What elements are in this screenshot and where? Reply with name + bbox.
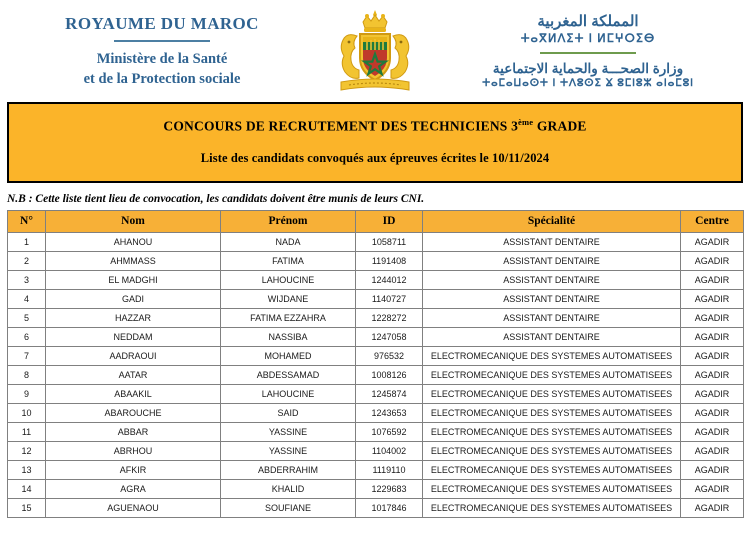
cell-nom: NEDDAM bbox=[46, 327, 221, 346]
cell-specialite: ELECTROMECANIQUE DES SYSTEMES AUTOMATISEES bbox=[423, 422, 681, 441]
cell-specialite: ELECTROMECANIQUE DES SYSTEMES AUTOMATISEES bbox=[423, 384, 681, 403]
column-header-centre: Centre bbox=[681, 210, 744, 232]
cell-nom: AHANOU bbox=[46, 232, 221, 251]
cell-nom: AADRAOUI bbox=[46, 346, 221, 365]
cell-numero: 9 bbox=[8, 384, 46, 403]
cell-centre: AGADIR bbox=[681, 498, 744, 517]
cell-centre: AGADIR bbox=[681, 327, 744, 346]
cell-id: 1017846 bbox=[356, 498, 423, 517]
cell-id: 1247058 bbox=[356, 327, 423, 346]
table-row bbox=[8, 384, 744, 403]
kingdom-name-ar: المملكة المغربية bbox=[537, 13, 639, 31]
cell-specialite: ASSISTANT DENTAIRE bbox=[423, 308, 681, 327]
cell-nom: HAZZAR bbox=[46, 308, 221, 327]
cell-specialite: ASSISTANT DENTAIRE bbox=[423, 270, 681, 289]
cell-prenom: LAHOUCINE bbox=[221, 384, 356, 403]
cell-nom: AFKIR bbox=[46, 460, 221, 479]
cell-nom: AGUENAOU bbox=[46, 498, 221, 517]
table-row bbox=[8, 460, 744, 479]
cell-centre: AGADIR bbox=[681, 460, 744, 479]
title-banner bbox=[7, 102, 743, 183]
candidates-table bbox=[7, 210, 744, 518]
cell-centre: AGADIR bbox=[681, 441, 744, 460]
table-row bbox=[8, 403, 744, 422]
cell-id: 1245874 bbox=[356, 384, 423, 403]
cell-nom: AGRA bbox=[46, 479, 221, 498]
table-row bbox=[8, 498, 744, 517]
cell-prenom: MOHAMED bbox=[221, 346, 356, 365]
cell-prenom: YASSINE bbox=[221, 422, 356, 441]
cell-numero: 4 bbox=[8, 289, 46, 308]
cell-centre: AGADIR bbox=[681, 270, 744, 289]
ministry-name-tifinagh: ⵜⴰⵎⴰⵡⴰⵙⵜ ⵏ ⵜⴷⵓⵙⵉ ⴴ ⵓⵎⵏⵓⵣ ⴰⵏⴰⵎⵓⵏ bbox=[482, 77, 694, 90]
cell-centre: AGADIR bbox=[681, 251, 744, 270]
table-row bbox=[8, 479, 744, 498]
cell-specialite: ELECTROMECANIQUE DES SYSTEMES AUTOMATISEES bbox=[423, 365, 681, 384]
cell-centre: AGADIR bbox=[681, 232, 744, 251]
cell-id: 976532 bbox=[356, 346, 423, 365]
column-header-prenom: Prénom bbox=[221, 210, 356, 232]
cell-nom: ABAAKIL bbox=[46, 384, 221, 403]
header-arabic-block bbox=[448, 13, 728, 91]
table-row bbox=[8, 441, 744, 460]
cell-nom: ABRHOU bbox=[46, 441, 221, 460]
table-row bbox=[8, 232, 744, 251]
cell-specialite: ASSISTANT DENTAIRE bbox=[423, 232, 681, 251]
cell-specialite: ELECTROMECANIQUE DES SYSTEMES AUTOMATISEES bbox=[423, 460, 681, 479]
cell-prenom: KHALID bbox=[221, 479, 356, 498]
cell-nom: AHMMASS bbox=[46, 251, 221, 270]
cell-specialite: ASSISTANT DENTAIRE bbox=[423, 289, 681, 308]
header-french-block bbox=[22, 15, 302, 90]
cell-prenom: SAID bbox=[221, 403, 356, 422]
cell-prenom: YASSINE bbox=[221, 441, 356, 460]
cell-nom: EL MADGHI bbox=[46, 270, 221, 289]
cell-prenom: NADA bbox=[221, 232, 356, 251]
cell-numero: 12 bbox=[8, 441, 46, 460]
cell-nom: GADI bbox=[46, 289, 221, 308]
cell-id: 1140727 bbox=[356, 289, 423, 308]
cell-id: 1076592 bbox=[356, 422, 423, 441]
cell-specialite: ELECTROMECANIQUE DES SYSTEMES AUTOMATISEES bbox=[423, 479, 681, 498]
cell-prenom: WIJDANE bbox=[221, 289, 356, 308]
column-header-nom: Nom bbox=[46, 210, 221, 232]
cell-specialite: ELECTROMECANIQUE DES SYSTEMES AUTOMATISEES bbox=[423, 441, 681, 460]
header-divider-blue bbox=[114, 40, 210, 42]
cell-specialite: ELECTROMECANIQUE DES SYSTEMES AUTOMATISEES bbox=[423, 403, 681, 422]
banner-title bbox=[19, 117, 731, 135]
cell-prenom: SOUFIANE bbox=[221, 498, 356, 517]
cell-specialite: ASSISTANT DENTAIRE bbox=[423, 251, 681, 270]
banner-title-tail: GRADE bbox=[533, 118, 587, 134]
cell-nom: AATAR bbox=[46, 365, 221, 384]
cell-specialite: ELECTROMECANIQUE DES SYSTEMES AUTOMATISEES bbox=[423, 346, 681, 365]
cell-id: 1244012 bbox=[356, 270, 423, 289]
cell-id: 1243653 bbox=[356, 403, 423, 422]
cell-numero: 1 bbox=[8, 232, 46, 251]
ministry-name-fr-line1: Ministère de la Santé bbox=[96, 51, 228, 68]
cell-id: 1191408 bbox=[356, 251, 423, 270]
cell-prenom: NASSIBA bbox=[221, 327, 356, 346]
cell-centre: AGADIR bbox=[681, 403, 744, 422]
header-divider-green bbox=[540, 52, 636, 54]
table-row bbox=[8, 422, 744, 441]
cell-specialite: ELECTROMECANIQUE DES SYSTEMES AUTOMATISEES bbox=[423, 498, 681, 517]
table-row bbox=[8, 251, 744, 270]
cell-id: 1229683 bbox=[356, 479, 423, 498]
cell-id: 1058711 bbox=[356, 232, 423, 251]
cell-numero: 6 bbox=[8, 327, 46, 346]
banner-title-main: CONCOURS DE RECRUTEMENT DES TECHNICIENS 3 bbox=[163, 118, 519, 134]
cell-prenom: ABDERRAHIM bbox=[221, 460, 356, 479]
cell-specialite: ASSISTANT DENTAIRE bbox=[423, 327, 681, 346]
cell-centre: AGADIR bbox=[681, 384, 744, 403]
banner-subtitle: Liste des candidats convoqués aux épreuves écrites le 10/11/2024 bbox=[200, 150, 550, 165]
cell-numero: 3 bbox=[8, 270, 46, 289]
cell-numero: 7 bbox=[8, 346, 46, 365]
banner-title-superscript: ème bbox=[518, 117, 534, 127]
column-header-numero: N° bbox=[8, 210, 46, 232]
table-row bbox=[8, 289, 744, 308]
cell-nom: ABAROUCHE bbox=[46, 403, 221, 422]
cell-numero: 13 bbox=[8, 460, 46, 479]
cell-centre: AGADIR bbox=[681, 346, 744, 365]
table-row bbox=[8, 346, 744, 365]
table-row bbox=[8, 327, 744, 346]
ministry-name-fr bbox=[22, 50, 302, 89]
document-masthead bbox=[0, 0, 750, 100]
cell-centre: AGADIR bbox=[681, 422, 744, 441]
table-row bbox=[8, 365, 744, 384]
ministry-name-fr-line2: et de la Protection sociale bbox=[83, 70, 241, 87]
cell-nom: ABBAR bbox=[46, 422, 221, 441]
cell-numero: 5 bbox=[8, 308, 46, 327]
cell-numero: 8 bbox=[8, 365, 46, 384]
coat-of-arms-icon bbox=[327, 6, 423, 98]
table-header-row bbox=[8, 210, 744, 232]
column-header-specialite: Spécialité bbox=[423, 210, 681, 232]
nb-note: N.B : Cette liste tient lieu de convocation, les candidats doivent être munis de leurs CNI. bbox=[7, 192, 425, 205]
table-body bbox=[8, 232, 744, 517]
cell-numero: 11 bbox=[8, 422, 46, 441]
cell-centre: AGADIR bbox=[681, 308, 744, 327]
cell-prenom: LAHOUCINE bbox=[221, 270, 356, 289]
cell-id: 1228272 bbox=[356, 308, 423, 327]
cell-prenom: FATIMA bbox=[221, 251, 356, 270]
kingdom-name-tifinagh: ⵜⴰⴳⵍⴷⵉⵜ ⵏ ⵍⵎⵖⵔⵉⴱ bbox=[520, 32, 656, 45]
cell-centre: AGADIR bbox=[681, 479, 744, 498]
cell-numero: 15 bbox=[8, 498, 46, 517]
cell-prenom: ABDESSAMAD bbox=[221, 365, 356, 384]
cell-numero: 10 bbox=[8, 403, 46, 422]
cell-numero: 2 bbox=[8, 251, 46, 270]
cell-id: 1104002 bbox=[356, 441, 423, 460]
ministry-name-ar: وزارة الصحـــة والحماية الاجتماعية bbox=[492, 60, 684, 76]
table-row bbox=[8, 270, 744, 289]
table-row bbox=[8, 308, 744, 327]
cell-id: 1119110 bbox=[356, 460, 423, 479]
kingdom-name-fr: ROYAUME DU MAROC bbox=[65, 13, 259, 33]
cell-numero: 14 bbox=[8, 479, 46, 498]
cell-centre: AGADIR bbox=[681, 365, 744, 384]
cell-prenom: FATIMA EZZAHRA bbox=[221, 308, 356, 327]
column-header-id: ID bbox=[356, 210, 423, 232]
cell-centre: AGADIR bbox=[681, 289, 744, 308]
cell-id: 1008126 bbox=[356, 365, 423, 384]
